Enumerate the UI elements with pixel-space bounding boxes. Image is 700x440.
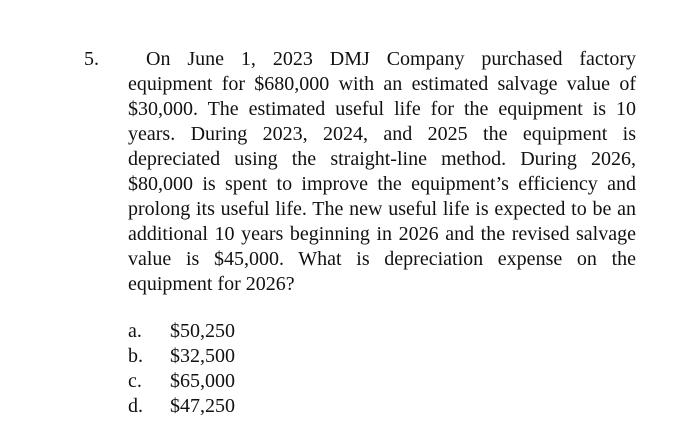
answer-option-a xyxy=(128,319,235,344)
answer-option-c xyxy=(128,369,235,394)
option-letter: d. xyxy=(128,395,143,417)
answer-option-b xyxy=(128,344,235,369)
option-letter: b. xyxy=(128,345,143,367)
question-number: 5. xyxy=(84,48,99,70)
option-value: $47,250 xyxy=(170,395,235,417)
option-value: $32,500 xyxy=(170,345,235,367)
option-value: $65,000 xyxy=(170,370,235,392)
option-value: $50,250 xyxy=(170,320,235,342)
answer-options xyxy=(128,319,235,419)
answer-option-d xyxy=(128,394,235,419)
option-letter: a. xyxy=(128,320,142,342)
option-letter: c. xyxy=(128,370,142,392)
question-text: On June 1, 2023 DMJ Company purchased factory equipment for $680,000 with an estimated salvage value of $30,000. The estimated useful life for the equipment is 10 years. During 2023, 2024, and 2025 the equipment is depreciated using the straight-line method. During 2026, $80,000 is spent to improve the equipment’s efficiency and prolong its useful life. The new useful life is expected to be an additional 10 years beginning in 2026 and the revised salvage value is $45,000. What is depreciation expense on the equipment for 2026? xyxy=(128,48,636,295)
